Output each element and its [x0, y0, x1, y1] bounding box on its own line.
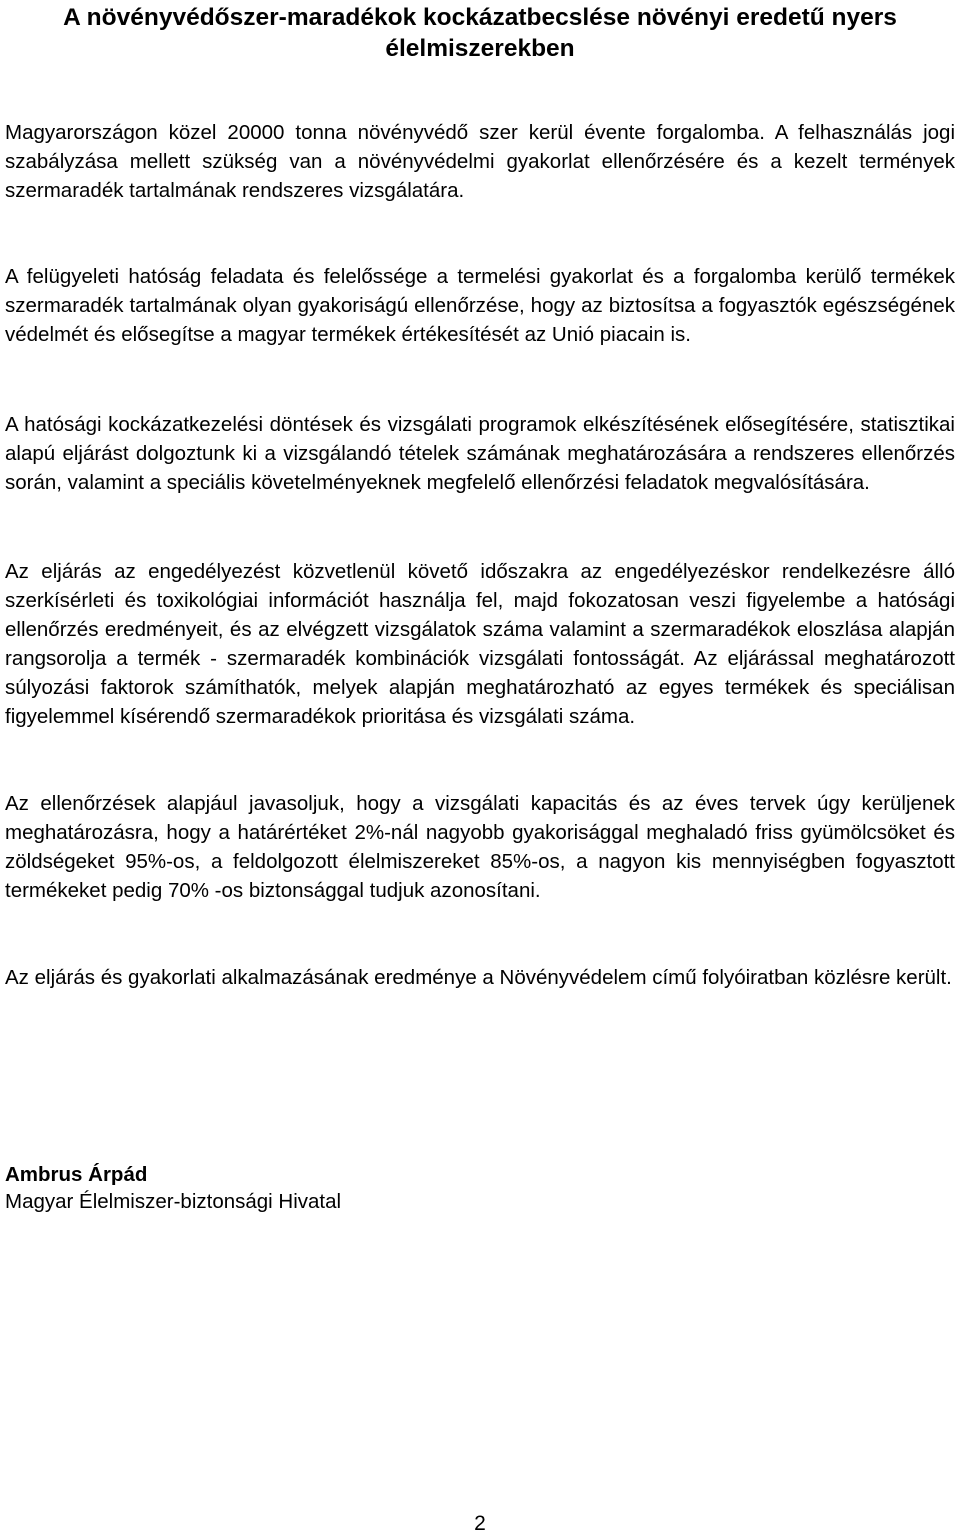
author-block	[5, 1161, 905, 1215]
document-title: A növényvédőszer-maradékok kockázatbecslése növényi eredetű nyers élelmiszerekben	[63, 4, 897, 62]
paragraph-2: A felügyeleti hatóság feladata és felelőssége a termelési gyakorlat és a forgalomba kerülő termékek szermaradék tartalmának olyan gyakoriságú ellenőrzése, hogy az biztosítsa a fogyasztók egészségének védelmét és elősegítse a magyar termékek értékesítését az Unió piacain is.	[5, 265, 955, 346]
paragraph-5: Az ellenőrzések alapjául javasoljuk, hogy a vizsgálati kapacitás és az éves tervek úgy kerüljenek meghatározásra, hogy a határértéket 2%-nál nagyobb gyakorisággal meghaladó friss gyümölcsöket és zöldségeket 95%-os, a feldolgozott élelmiszereket 85%-os, a nagyon kis mennyiségben fogyasztott termékeket pedig 70% -os biztonsággal tudjuk azonosítani.	[5, 792, 955, 902]
page-number: 2	[474, 1512, 486, 1535]
author-name: Ambrus Árpád	[5, 1163, 148, 1186]
paragraph-6: Az eljárás és gyakorlati alkalmazásának eredménye a Növényvédelem című folyóiratban közlésre került.	[5, 966, 952, 989]
paragraph-4: Az eljárás az engedélyezést közvetlenül követő időszakra az engedélyezéskor rendelkezésre álló szerkísérleti és toxikológiai információt használja fel, majd fokozatosan veszi figyelembe a hatósági ellenőrzés eredményeit, és az elvégzett vizsgálatok száma valamint a szermaradékok eloszlása alapján rangsorolja a termék - szermaradék kombinációk vizsgálati fontosságát. Az eljárással meghatározott súlyozási faktorok számíthatók, melyek alapján meghatározható az egyes termékek és speciálisan figyelemmel kísérendő szermaradékok prioritása és vizsgálati száma.	[5, 560, 955, 728]
paragraph-1: Magyarországon közel 20000 tonna növényvédő szer kerül évente forgalomba. A felhasználás jogi szabályzása mellett szükség van a növényvédelmi gyakorlat ellenőrzésére és a kezelt termények szermaradék tartalmának rendszeres vizsgálatára.	[5, 121, 955, 202]
paragraph-3: A hatósági kockázatkezelési döntések és vizsgálati programok elkészítésének elősegítésére, statisztikai alapú eljárást dolgoztunk ki a vizsgálandó tételek számának meghatározására a rendszeres ellenőrzés során, valamint a speciális követelményeknek megfelelő ellenőrzési feladatok megvalósítására.	[5, 413, 955, 494]
author-organization: Magyar Élelmiszer-biztonsági Hivatal	[5, 1190, 342, 1213]
